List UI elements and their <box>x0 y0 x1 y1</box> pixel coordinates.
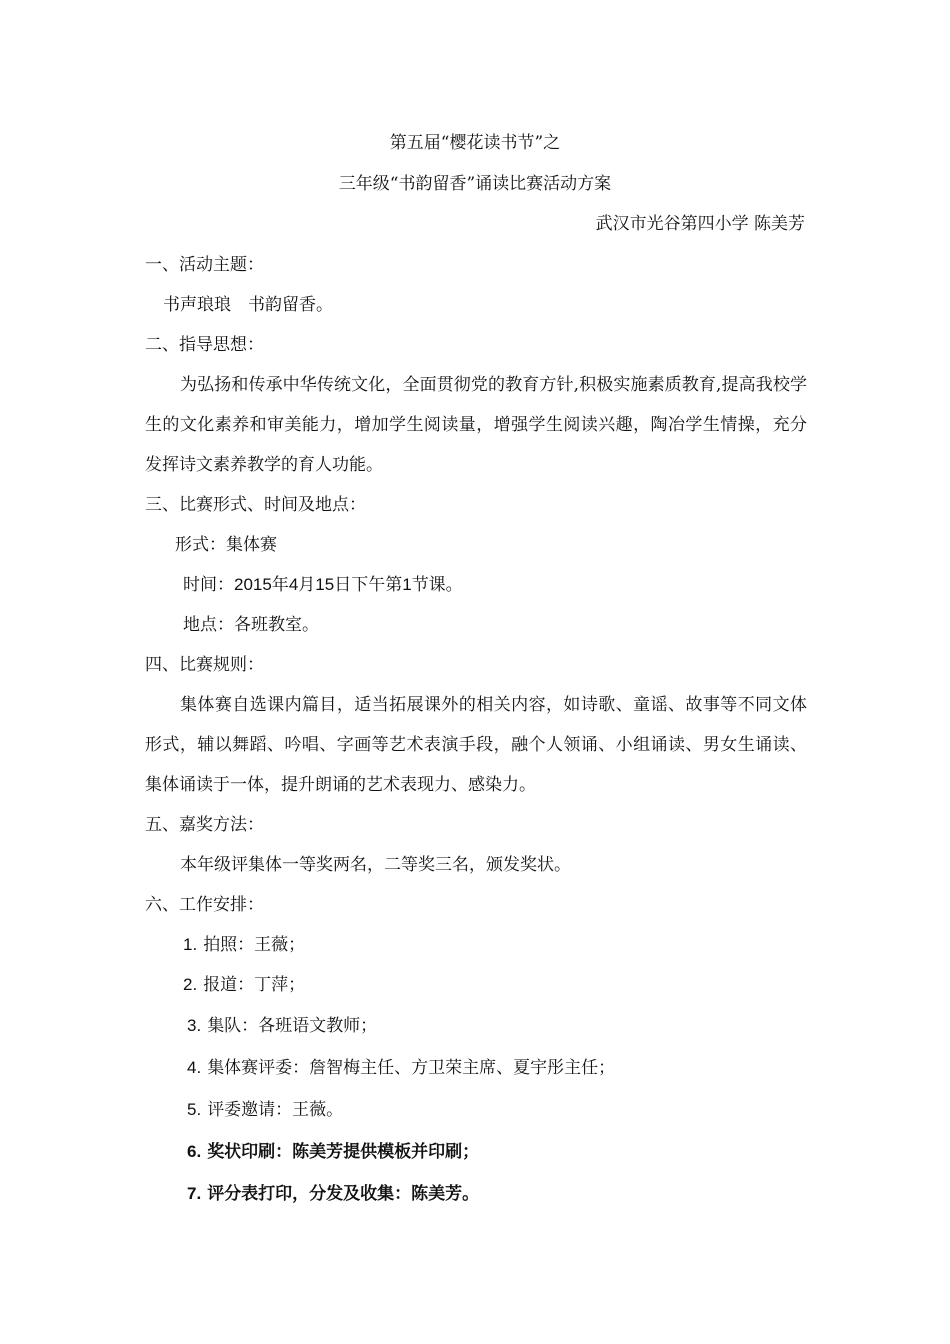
work-item-4 <box>187 1057 615 1079</box>
time-day-unit: 日下午第 <box>334 575 403 595</box>
work-item-text: 评分表打印，分发及收集：陈美芳。 <box>207 1184 480 1204</box>
work-item-5 <box>187 1099 343 1121</box>
work-item-text: 奖状印刷：陈美芳提供模板并印刷； <box>207 1142 480 1162</box>
time-year: 2015 <box>234 575 272 594</box>
work-item-number: 5. <box>187 1100 202 1119</box>
time-suffix: 节课。 <box>411 575 463 595</box>
format-time <box>183 574 463 596</box>
format-place: 地点：各班教室。 <box>183 615 319 635</box>
work-item-number: 7. <box>187 1184 202 1203</box>
time-day: 15 <box>315 575 335 594</box>
title-line-1: 第五届“樱花读书节”之 <box>389 133 561 153</box>
work-item-3 <box>187 1015 377 1037</box>
time-period: 1 <box>402 575 412 594</box>
section-rules-heading: 四、比赛规则： <box>145 655 264 675</box>
work-item-number: 6. <box>187 1142 202 1161</box>
work-item-6 <box>187 1141 479 1163</box>
time-year-unit: 年 <box>271 575 289 595</box>
time-prefix: 时间： <box>183 575 234 595</box>
format-form: 形式：集体赛 <box>175 535 277 555</box>
section-awards-content: 本年级评集体一等奖两名，二等奖三名，颁发奖状。 <box>180 855 571 875</box>
work-item-7 <box>187 1183 479 1205</box>
section-format-heading: 三、比赛形式、时间及地点： <box>145 495 366 515</box>
author-line: 武汉市光谷第四小学 陈美芳 <box>595 214 805 234</box>
work-item-number: 3. <box>187 1016 202 1035</box>
work-item-1 <box>183 934 305 956</box>
section-guiding-heading: 二、指导思想： <box>145 335 264 355</box>
section-rules-content: 集体赛自选课内篇目，适当拓展课外的相关内容，如诗歌、童谣、故事等不同文体形式，辅以舞蹈、吟唱、字画等艺术表演手段，融个人领诵、小组诵读、男女生诵读、集体诵读于一体，提升朗诵的艺术表现力、感染力。 <box>145 695 807 795</box>
work-item-2 <box>183 974 305 996</box>
section-awards-heading: 五、嘉奖方法： <box>145 815 264 835</box>
work-item-text: 拍照：王薇； <box>203 935 306 955</box>
section-work-heading: 六、工作安排： <box>145 895 264 915</box>
section-guiding-content: 为弘扬和传承中华传统文化，全面贯彻党的教育方针,积极实施素质教育,提高我校学生的文化素养和审美能力，增加学生阅读量，增强学生阅读兴趣，陶冶学生情操，充分发挥诗文素养教学的育人功能。 <box>145 375 807 475</box>
work-item-number: 2. <box>183 975 198 994</box>
work-item-text: 集体赛评委：詹智梅主任、方卫荣主席、夏宇彤主任； <box>207 1058 616 1078</box>
section-theme-content: 书声琅琅 书韵留香。 <box>163 295 333 315</box>
time-month-unit: 月 <box>298 575 316 595</box>
work-item-text: 评委邀请：王薇。 <box>207 1100 344 1120</box>
time-month: 4 <box>288 575 299 594</box>
work-item-number: 1. <box>183 935 198 954</box>
work-item-text: 集队：各班语文教师； <box>207 1016 378 1036</box>
work-item-text: 报道：丁萍； <box>203 975 306 995</box>
section-theme-heading: 一、活动主题： <box>145 255 264 275</box>
work-item-number: 4. <box>187 1058 202 1077</box>
title-line-2: 三年级“书韵留香”诵读比赛活动方案 <box>338 174 612 194</box>
